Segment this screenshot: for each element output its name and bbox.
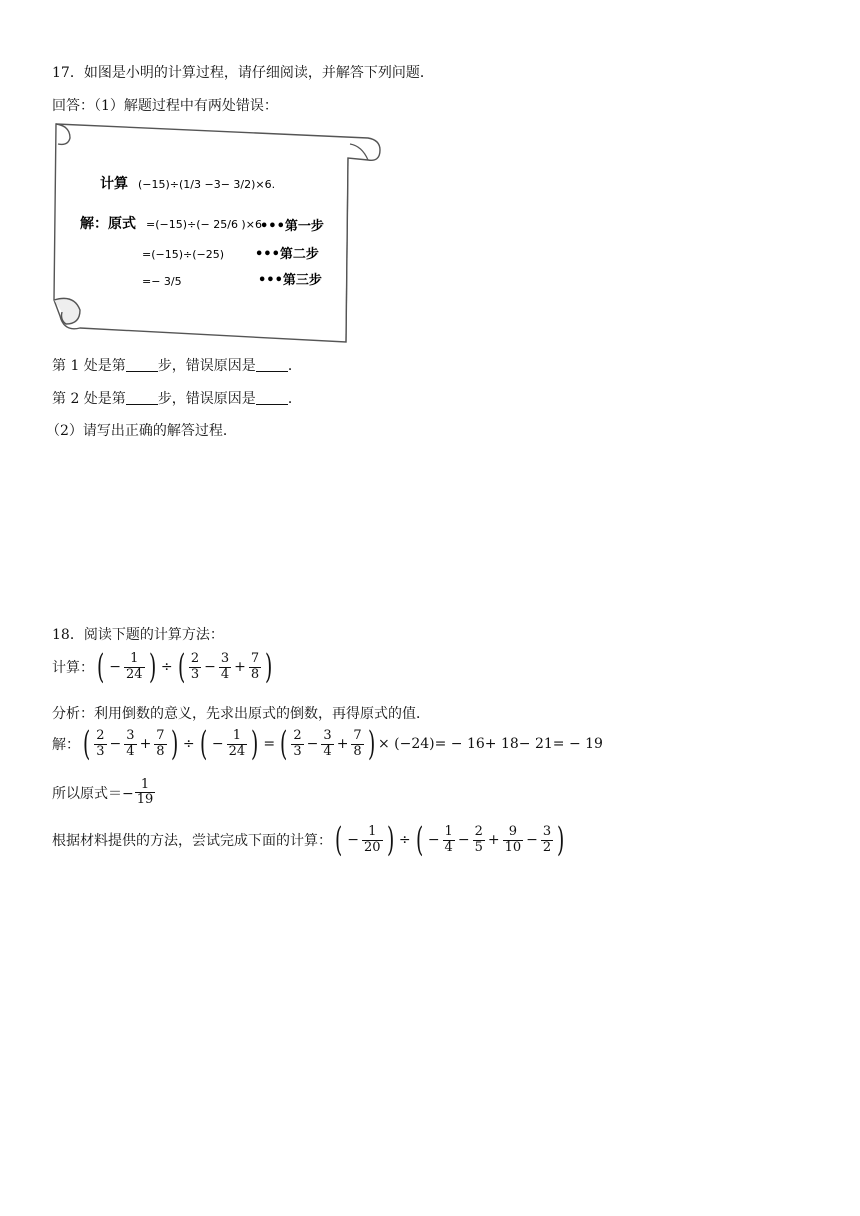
- q17-part2: （2）请写出正确的解答过程．: [46, 423, 237, 439]
- q18-result-label: 所以原式＝−: [52, 785, 134, 802]
- q18-analysis: 分析：利用倒数的意义，先求出原式的倒数，再得原式的值．: [52, 706, 430, 722]
- q18-calc: 计算： ( − $\frac{1}{24}$ ) ÷ ( $\frac{2}{3}$ − $\frac{3}{4}$ + $\frac{7}{8}$ ): [52, 647, 273, 687]
- q18-solution: 解： ( $\frac{2}{3}$ − $\frac{3}{4}$ + $\frac{7}{8}$ ) ÷ ( − $\frac{1}{24}$ ) = ( $\frac{2}{3}$ − $\frac{3}{4}$ + $\frac{7}{8}$ ) × (−24)= − 16+ 18− 21= − 19: [52, 724, 603, 764]
- q18-calc-label: 计算：: [52, 660, 94, 676]
- q18-result: 所以原式＝− $\frac{1}{19}$: [52, 777, 154, 808]
- fig-calc-expr: (−15)÷(1/3 −3− 3/2)×6.: [138, 178, 276, 191]
- q18-title: 18．阅读下题的计算方法：: [52, 627, 224, 643]
- blank1-step[interactable]: [126, 357, 158, 372]
- q18-solve-label: 解：: [52, 737, 80, 753]
- blank1-prefix: 第 1 处是第: [52, 358, 126, 374]
- q18-solve-tail: × (−24)= − 16+ 18− 21= − 19: [377, 736, 603, 752]
- fig-solve-label: 解：原式: [80, 216, 136, 232]
- fig-calc-label: 计算: [100, 176, 128, 192]
- blank2-prefix: 第 2 处是第: [52, 391, 126, 407]
- q17-blank1: [52, 355, 302, 375]
- scroll-illustration: [50, 120, 385, 345]
- frac-1-24: $\frac{1}{24}$: [126, 651, 143, 682]
- q17-answer-intro: 回答：（1）解题过程中有两处错误：: [52, 98, 278, 114]
- q18-task-text: 根据材料提供的方法，尝试完成下面的计算：: [52, 833, 332, 849]
- fig-step1-expr: =(−15)÷(− 25/6 )×6: [146, 218, 262, 231]
- blank2-reason[interactable]: [256, 390, 288, 405]
- fig-step3-label: •••第三步: [258, 273, 322, 288]
- q18-task: 根据材料提供的方法，尝试完成下面的计算： ( − $\frac{1}{20}$ ) ÷ ( − $\frac{1}{4}$ − $\frac{2}{5}$ + $\frac{9}{10}$ − $\frac{3}{2}$ ): [52, 820, 565, 860]
- blank2-period: ．: [287, 391, 302, 407]
- q17-blank2: [52, 388, 302, 408]
- fig-step2-expr: =(−15)÷(−25): [142, 248, 225, 261]
- blank1-period: ．: [287, 358, 302, 374]
- blank1-mid: 步，错误原因是: [157, 358, 256, 374]
- q17-title: 17．如图是小明的计算过程，请仔细阅读，并解答下列问题．: [52, 65, 434, 81]
- fig-step1-label: •••第一步: [260, 219, 324, 234]
- fig-step2-label: •••第二步: [255, 247, 319, 262]
- blank1-reason[interactable]: [256, 357, 288, 372]
- scroll-figure: [50, 120, 385, 345]
- fig-step3-expr: =− 3/5: [142, 275, 182, 288]
- blank2-mid: 步，错误原因是: [157, 391, 256, 407]
- blank2-step[interactable]: [126, 390, 158, 405]
